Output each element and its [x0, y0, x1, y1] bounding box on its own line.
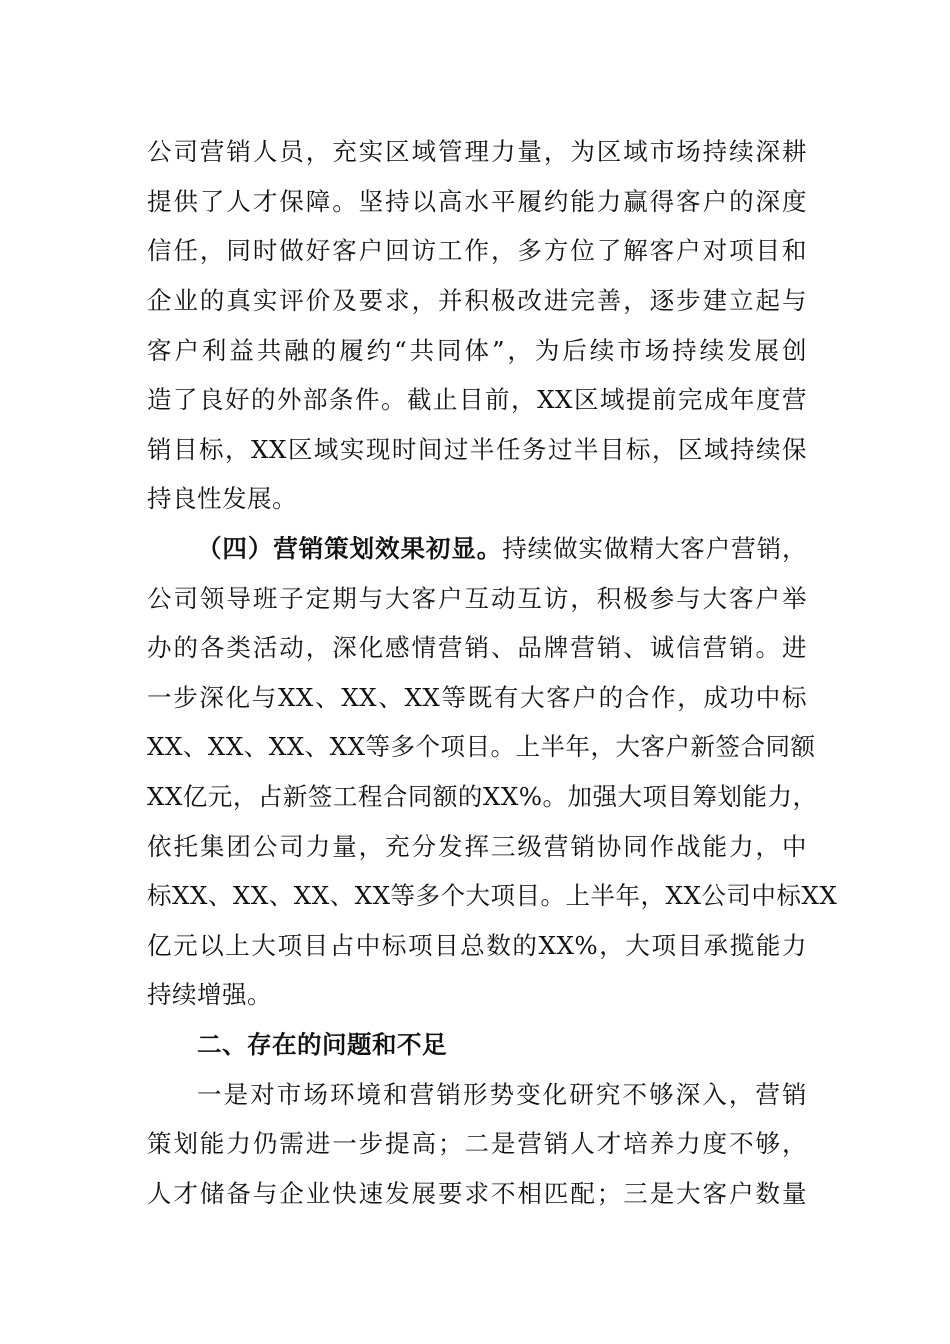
paragraph-3-line-1: 一是对市场环境和营销形势变化研究不够深入，营销: [197, 1080, 807, 1109]
paragraph-1-line-8: 持良性发展。: [147, 484, 297, 513]
paragraph-1-line-1: 公司营销人员，充实区域管理力量，为区域市场持续深耕: [147, 137, 807, 166]
paragraph-1-line-5: 客户利益共融的履约“共同体”，为后续市场持续发展创: [147, 336, 807, 365]
paragraph-1-line-4: 企业的真实评价及要求，并积极改进完善，逐步建立起与: [147, 286, 807, 315]
paragraph-3-line-2: 策划能力仍需进一步提高；二是营销人才培养力度不够，: [147, 1129, 807, 1158]
paragraph-2-line-9: 亿元以上大项目占中标项目总数的XX%，大项目承揽能力: [147, 931, 807, 960]
paragraph-1-line-7: 销目标，XX区域实现时间过半任务过半目标，区域持续保: [147, 435, 807, 464]
paragraph-2-line-7: 依托集团公司力量，充分发挥三级营销协同作战能力，中: [147, 832, 807, 861]
paragraph-2-line-8: 标XX、XX、XX、XX等多个大项目。上半年，XX公司中标XX: [147, 881, 838, 910]
paragraph-3-line-3: 人才储备与企业快速发展要求不相匹配；三是大客户数量: [147, 1179, 807, 1208]
section-heading: 二、存在的问题和不足: [197, 1030, 447, 1059]
paragraph-1-line-3: 信任，同时做好客户回访工作，多方位了解客户对项目和: [147, 236, 807, 265]
paragraph-1-line-2: 提供了人才保障。坚持以高水平履约能力赢得客户的深度: [147, 187, 807, 216]
paragraph-2-line-4: 一步深化与XX、XX、XX等既有大客户的合作，成功中标: [147, 683, 807, 712]
paragraph-2-first-line: [197, 524, 807, 574]
paragraph-2-line-10: 持续增强。: [147, 980, 272, 1009]
paragraph-1-line-6: 造了良好的外部条件。截止目前，XX区域提前完成年度营: [147, 385, 807, 414]
paragraph-2-line-3: 办的各类活动，深化感情营销、品牌营销、诚信营销。进: [147, 633, 807, 662]
section-subheading: （四）营销策划效果初显。: [197, 534, 503, 563]
paragraph-2-lead-text: 持续做实做精大客户营销，: [502, 534, 808, 563]
paragraph-2-line-6: XX亿元，占新签工程合同额的XX%。加强大项目筹划能力，: [147, 782, 818, 811]
paragraph-2-line-2: 公司领导班子定期与大客户互动互访，积极参与大客户举: [147, 584, 807, 613]
paragraph-2-line-5: XX、XX、XX、XX等多个项目。上半年，大客户新签合同额: [147, 732, 816, 761]
